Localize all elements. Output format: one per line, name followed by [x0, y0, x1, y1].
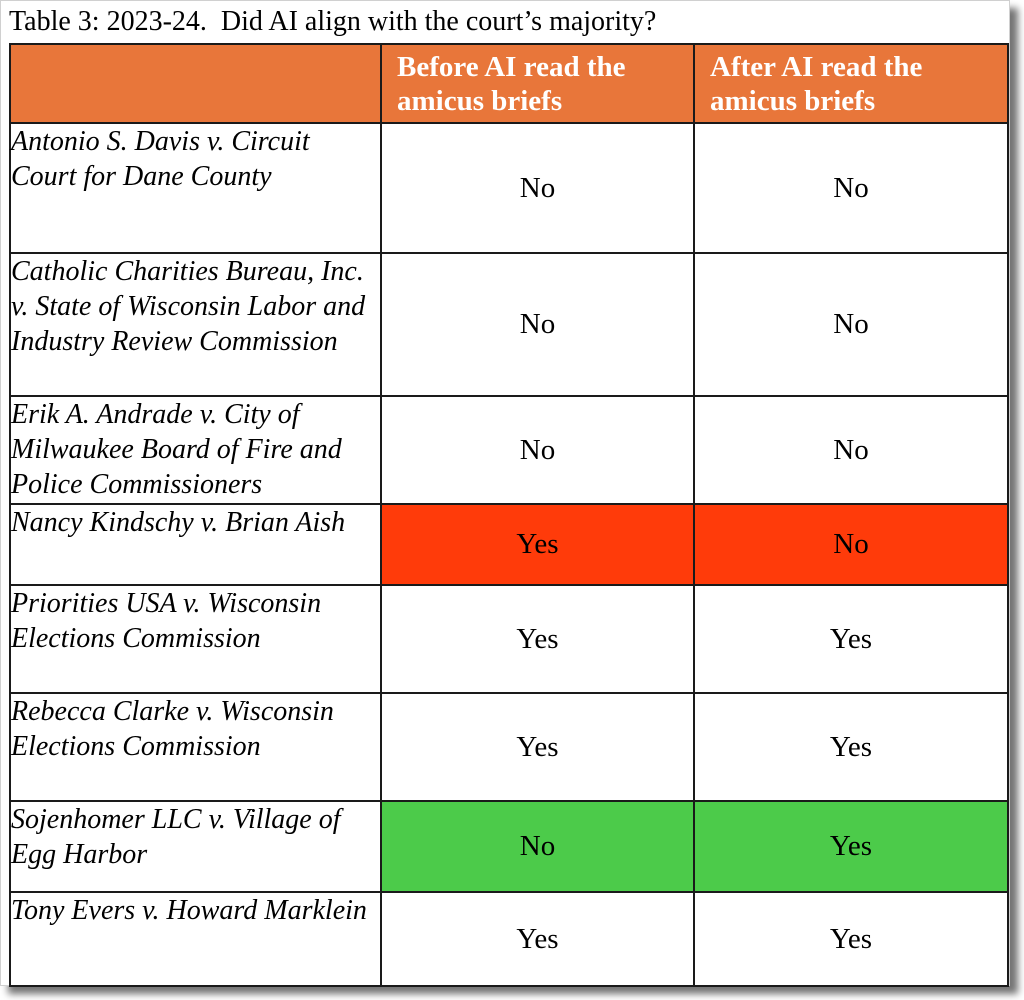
after-value-cell: Yes: [694, 693, 1008, 801]
table-row: [10, 801, 1008, 892]
header-before-cell: Before AI read the amicus briefs: [381, 44, 694, 123]
before-value-cell: No: [381, 801, 694, 892]
header-blank-cell: [10, 44, 381, 123]
before-value-cell: No: [381, 253, 694, 396]
after-value-cell: No: [694, 396, 1008, 504]
before-value-cell: Yes: [381, 504, 694, 585]
case-name-cell: Rebecca Clarke v. Wisconsin Elections Commission: [10, 693, 381, 801]
table-row: [10, 253, 1008, 396]
case-name-cell: Erik A. Andrade v. City of Milwaukee Board of Fire and Police Commissioners: [10, 396, 381, 504]
table-caption: Table 3: 2023-24. Did AI align with the court’s majority?: [9, 6, 657, 37]
after-value-cell: Yes: [694, 801, 1008, 892]
table-row: [10, 123, 1008, 253]
case-name-cell: Tony Evers v. Howard Marklein: [10, 892, 381, 986]
after-value-cell: Yes: [694, 585, 1008, 693]
after-value-cell: No: [694, 123, 1008, 253]
results-table: [9, 43, 1009, 987]
case-name-cell: Priorities USA v. Wisconsin Elections Commission: [10, 585, 381, 693]
table-row: [10, 396, 1008, 504]
case-name-cell: Antonio S. Davis v. Circuit Court for Dane County: [10, 123, 381, 253]
table-row: [10, 585, 1008, 693]
after-value-cell: Yes: [694, 892, 1008, 986]
table-row: [10, 892, 1008, 986]
before-value-cell: Yes: [381, 892, 694, 986]
table-row: [10, 504, 1008, 585]
before-value-cell: No: [381, 123, 694, 253]
case-name-cell: Catholic Charities Bureau, Inc. v. State of Wisconsin Labor and Industry Review Commission: [10, 253, 381, 396]
before-value-cell: Yes: [381, 693, 694, 801]
table-row: [10, 693, 1008, 801]
after-value-cell: No: [694, 253, 1008, 396]
before-value-cell: Yes: [381, 585, 694, 693]
case-name-cell: Sojenhomer LLC v. Village of Egg Harbor: [10, 801, 381, 892]
before-value-cell: No: [381, 396, 694, 504]
header-after-cell: After AI read the amicus briefs: [694, 44, 1008, 123]
header-row: [10, 44, 1008, 123]
after-value-cell: No: [694, 504, 1008, 585]
case-name-cell: Nancy Kindschy v. Brian Aish: [10, 504, 381, 585]
